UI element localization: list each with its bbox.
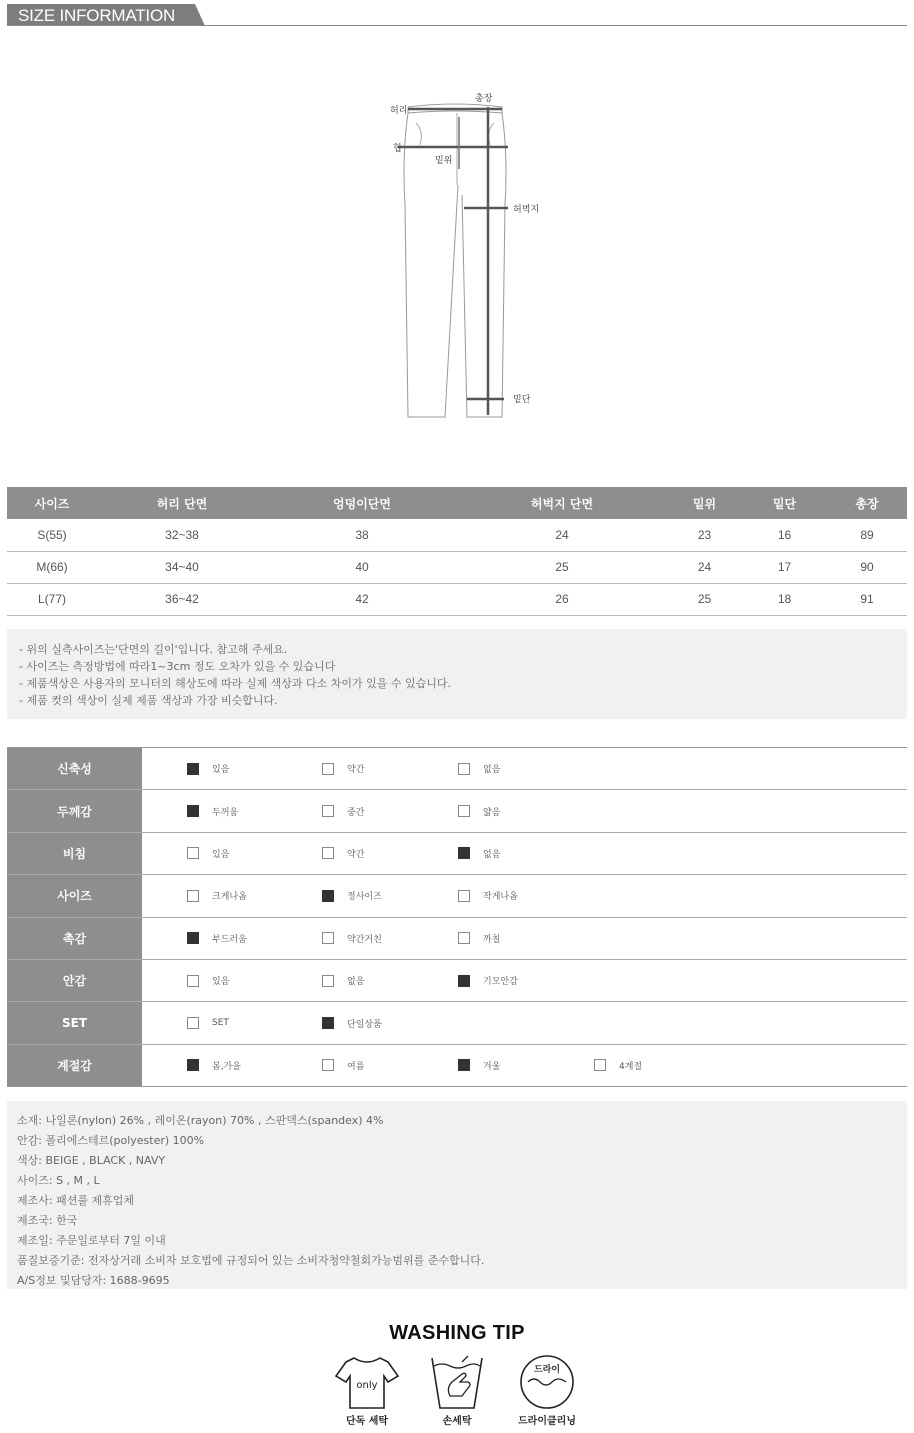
fabric-option <box>187 1002 229 1043</box>
checked-box-icon <box>187 763 199 775</box>
info-date: 제조일: 주문일로부터 7일 이내 <box>17 1234 166 1247</box>
unchecked-box-icon <box>322 805 334 817</box>
fabric-option <box>322 1002 382 1043</box>
unchecked-box-icon <box>322 975 334 987</box>
table-row <box>7 551 907 583</box>
fabric-row <box>7 1002 907 1044</box>
fabric-option <box>187 1045 241 1086</box>
note-line: - 사이즈는 측정방법에 따라1~3cm 정도 오차가 있을 수 있습니다 <box>19 660 336 673</box>
fabric-options <box>142 1045 907 1086</box>
unchecked-box-icon <box>187 975 199 987</box>
table-row <box>7 519 907 551</box>
fabric-option-label: 약간 <box>347 849 365 860</box>
pants-size-diagram <box>380 85 560 430</box>
checked-box-icon <box>187 1059 199 1071</box>
cell-hip: 38 <box>267 519 457 551</box>
fabric-option-label: 기모안감 <box>483 977 518 988</box>
cell-thigh: 25 <box>457 551 667 583</box>
fabric-row-label: 두께감 <box>7 790 142 831</box>
cell-hip: 42 <box>267 583 457 615</box>
cell-length: 90 <box>827 551 907 583</box>
fabric-option-label: 없음 <box>347 977 365 988</box>
fabric-row <box>7 1045 907 1087</box>
fabric-row <box>7 833 907 875</box>
hip-label: 힙 <box>393 144 402 154</box>
shirt-only-icon <box>332 1352 402 1412</box>
fabric-options <box>142 960 907 1001</box>
fabric-options <box>142 1002 907 1043</box>
fabric-option-label: 4계절 <box>619 1061 643 1072</box>
fabric-option <box>322 1045 364 1086</box>
fabric-option <box>458 748 500 789</box>
fabric-option <box>187 790 238 831</box>
fabric-option-label: 있음 <box>212 849 230 860</box>
fabric-option <box>458 960 518 1001</box>
fabric-row-label: 신축성 <box>7 748 142 789</box>
dry-clean-label: 드라이클리닝 <box>518 1416 576 1427</box>
fabric-option-label: 여름 <box>347 1061 365 1072</box>
unchecked-box-icon <box>322 763 334 775</box>
fabric-options <box>142 790 907 831</box>
fabric-option-label: 없음 <box>483 849 501 860</box>
size-table-header <box>7 487 907 519</box>
fabric-option <box>458 833 500 874</box>
unchecked-box-icon <box>458 805 470 817</box>
rise-label: 밑위 <box>435 156 453 166</box>
fabric-option-label: 약간 <box>347 765 365 776</box>
fabric-option-label: 정사이즈 <box>347 892 382 903</box>
fabric-option <box>322 790 364 831</box>
cell-hip: 40 <box>267 551 457 583</box>
fabric-row <box>7 960 907 1002</box>
fabric-option-label: 중간 <box>347 807 365 818</box>
note-line: - 위의 실측사이즈는'단면의 길이'입니다. 참고해 주세요. <box>19 643 288 656</box>
fabric-option-label: 있음 <box>212 765 230 776</box>
washing-tip-title: WASHING TIP <box>389 1322 525 1344</box>
fabric-row-label: 계절감 <box>7 1045 142 1086</box>
unchecked-box-icon <box>187 1017 199 1029</box>
fabric-option <box>322 875 382 916</box>
fabric-option-label: 작게나옴 <box>483 892 518 903</box>
checked-box-icon <box>458 975 470 987</box>
info-warranty: 품질보증기준: 전자상거래 소비자 보호법에 규정되어 있는 소비자청약철회가능범위를 준수합니다. <box>17 1254 485 1267</box>
cell-rise: 24 <box>667 551 742 583</box>
col-header-rise: 밑위 <box>667 487 742 519</box>
cell-size: S(55) <box>7 519 97 551</box>
header-title: SIZE INFORMATION <box>18 6 176 25</box>
hand-wash-label: 손세탁 <box>442 1416 472 1427</box>
fabric-options <box>142 748 907 789</box>
hem-label: 밑단 <box>513 395 531 405</box>
fabric-row <box>7 790 907 832</box>
waist-label: 허리 <box>390 106 408 116</box>
fabric-option <box>458 918 500 959</box>
dry-clean-icon <box>512 1352 582 1412</box>
fabric-options <box>142 833 907 874</box>
col-header-size: 사이즈 <box>7 487 97 519</box>
col-header-thigh: 허벅지 단면 <box>457 487 667 519</box>
size-notes <box>7 629 907 719</box>
cell-size: L(77) <box>7 583 97 615</box>
fabric-option-label: 단일상품 <box>347 1019 382 1030</box>
unchecked-box-icon <box>458 763 470 775</box>
shirt-only-text: only <box>356 1380 378 1391</box>
note-line: - 제품 컷의 색상이 실제 제품 색상과 가장 비슷합니다. <box>19 694 278 707</box>
fabric-option <box>458 1045 500 1086</box>
fabric-option-label: 두꺼움 <box>212 807 239 818</box>
cell-length: 89 <box>827 519 907 551</box>
fabric-option-label: 크게나옴 <box>212 892 247 903</box>
fabric-option <box>187 960 229 1001</box>
fabric-options <box>142 875 907 916</box>
fabric-option <box>594 1045 642 1086</box>
fabric-option-label: SET <box>212 1018 229 1029</box>
fabric-option <box>322 918 382 959</box>
fabric-option-label: 부드러움 <box>212 934 247 945</box>
unchecked-box-icon <box>594 1059 606 1071</box>
fabric-option-label: 있음 <box>212 977 230 988</box>
fabric-option-label: 까칠 <box>483 934 501 945</box>
note-line: - 제품색상은 사용자의 모니터의 해상도에 따라 실제 색상과 다소 차이가 있을 수 있습니다. <box>19 677 451 690</box>
checked-box-icon <box>458 1059 470 1071</box>
fabric-option <box>322 833 364 874</box>
col-header-waist: 허리 단면 <box>97 487 267 519</box>
col-header-hem: 밑단 <box>742 487 827 519</box>
section-header <box>7 4 907 26</box>
total-length-label: 총장 <box>475 94 493 104</box>
unchecked-box-icon <box>458 932 470 944</box>
unchecked-box-icon <box>322 1059 334 1071</box>
cell-hem: 17 <box>742 551 827 583</box>
cell-waist: 32~38 <box>97 519 267 551</box>
info-as-contact: A/S정보 및담당자: 1688-9695 <box>17 1274 170 1287</box>
checked-box-icon <box>322 890 334 902</box>
single-wash-label: 단독 세탁 <box>345 1416 389 1427</box>
unchecked-box-icon <box>322 932 334 944</box>
fabric-row-label: SET <box>7 1002 142 1043</box>
checked-box-icon <box>187 805 199 817</box>
table-row <box>7 583 907 615</box>
header-divider <box>7 25 907 26</box>
info-size: 사이즈: S , M , L <box>17 1174 100 1187</box>
fabric-options <box>142 918 907 959</box>
fabric-option <box>322 960 364 1001</box>
cell-size: M(66) <box>7 551 97 583</box>
fabric-option-label: 봄,가을 <box>212 1061 241 1072</box>
info-country: 제조국: 한국 <box>17 1214 78 1227</box>
fabric-row <box>7 748 907 790</box>
unchecked-box-icon <box>187 847 199 859</box>
fabric-row-label: 비침 <box>7 833 142 874</box>
cell-waist: 34~40 <box>97 551 267 583</box>
unchecked-box-icon <box>187 890 199 902</box>
fabric-option-label: 약간거친 <box>347 934 382 945</box>
checked-box-icon <box>187 932 199 944</box>
size-table <box>7 487 907 616</box>
dry-badge-text: 드라이 <box>533 1365 561 1375</box>
info-material: 소재: 나일론(nylon) 26% , 레이온(rayon) 70% , 스판덱스(spandex) 4% <box>17 1114 384 1127</box>
hand-wash-icon <box>422 1352 492 1412</box>
cell-rise: 25 <box>667 583 742 615</box>
checked-box-icon <box>322 1017 334 1029</box>
fabric-option <box>187 748 229 789</box>
checked-box-icon <box>458 847 470 859</box>
info-manufacturer: 제조사: 패션풀 제휴업체 <box>17 1194 134 1207</box>
cell-length: 91 <box>827 583 907 615</box>
fabric-row-label: 사이즈 <box>7 875 142 916</box>
fabric-row <box>7 918 907 960</box>
info-color: 색상: BEIGE , BLACK , NAVY <box>17 1154 166 1167</box>
fabric-option <box>458 790 500 831</box>
fabric-row-label: 안감 <box>7 960 142 1001</box>
unchecked-box-icon <box>322 847 334 859</box>
fabric-option <box>458 875 518 916</box>
fabric-option <box>187 833 229 874</box>
fabric-row-label: 촉감 <box>7 918 142 959</box>
unchecked-box-icon <box>458 890 470 902</box>
fabric-option <box>187 875 247 916</box>
thigh-label: 허벅지 <box>513 205 540 215</box>
cell-thigh: 24 <box>457 519 667 551</box>
cell-hem: 16 <box>742 519 827 551</box>
cell-waist: 36~42 <box>97 583 267 615</box>
fabric-row <box>7 875 907 917</box>
col-header-length: 총장 <box>827 487 907 519</box>
fabric-option-label: 얇음 <box>483 807 501 818</box>
fabric-info-table <box>7 747 907 1087</box>
cell-hem: 18 <box>742 583 827 615</box>
fabric-option-label: 없음 <box>483 765 501 776</box>
product-info <box>7 1101 907 1289</box>
fabric-option <box>322 748 364 789</box>
info-lining: 안감: 폴리에스테르(polyester) 100% <box>17 1134 205 1147</box>
pants-outline-svg <box>380 85 560 430</box>
fabric-option <box>187 918 247 959</box>
cell-thigh: 26 <box>457 583 667 615</box>
cell-rise: 23 <box>667 519 742 551</box>
col-header-hip: 엉덩이단면 <box>267 487 457 519</box>
fabric-option-label: 겨울 <box>483 1061 501 1072</box>
